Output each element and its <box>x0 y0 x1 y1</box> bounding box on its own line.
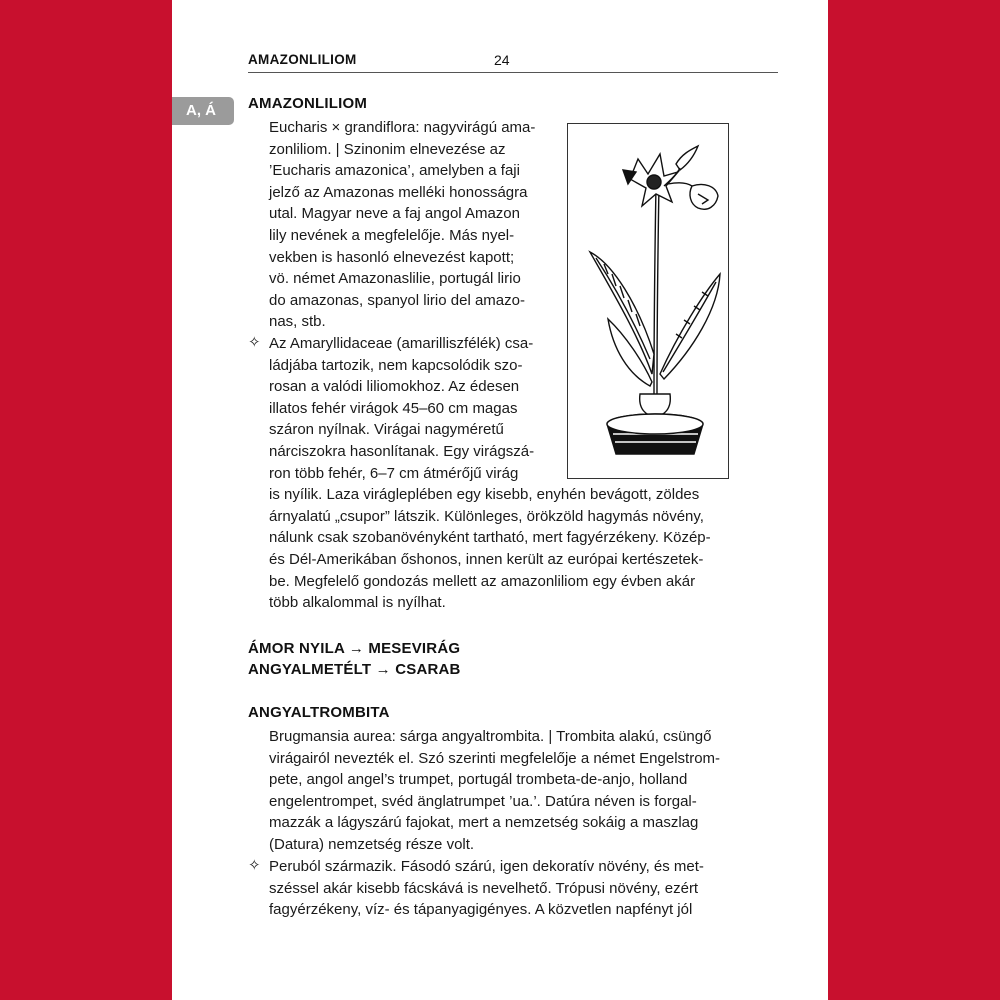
cross-ref-angyalmetelt[interactable] <box>248 661 461 678</box>
amazon-lily-illustration <box>567 123 729 479</box>
text-line: pete, angol angel’s trumpet, portugál trombeta-de-anjo, holland <box>269 771 688 789</box>
text-line: mazzák a lágyszárú fajokat, mert a nemzetség sokáig a maszlag <box>269 814 699 832</box>
text-line: lily nevének a megfelelője. Más nyel- <box>269 227 515 244</box>
cross-ref-term: ANGYALMETÉLT <box>248 661 372 678</box>
text-line: vekben is hasonló elnevezést kapott; <box>269 248 515 266</box>
text-line: illatos fehér virágok 45–60 cm magas <box>269 399 518 417</box>
text-line: (Datura) nemzetség része volt. <box>269 836 475 853</box>
text-line: Az Amaryllidaceae (amarilliszfélék) csa- <box>269 335 534 352</box>
running-head <box>248 50 778 73</box>
cross-ref-target: CSARAB <box>395 661 461 678</box>
text-line: Eucharis × grandiflora: nagyvirágú ama- <box>269 119 536 136</box>
cross-ref-amor-nyila[interactable] <box>248 640 460 657</box>
text-line: rosan a valódi liliomokhoz. Az édesen <box>269 378 520 396</box>
text-line: do amazonas, spanyol lirio del amazo- <box>269 291 525 309</box>
text-line: engelentrompet, svéd änglatrumpet ’ua.’. Datúra néven is forgal- <box>269 792 697 810</box>
book-page <box>172 0 828 1000</box>
text-line: nálunk csak szobanövényként tartható, mert fagyérzékeny. Közép- <box>269 529 711 547</box>
arrow-icon: → <box>348 640 365 657</box>
text-line: árnyalatú „csupor” látszik. Különleges, örökzöld hagymás növény, <box>269 507 704 525</box>
text-line: Peruból származik. Fásodó szárú, igen dekoratív növény, és met- <box>269 858 704 875</box>
entry-headword-angyaltrombita: ANGYALTROMBITA <box>248 704 390 721</box>
diamond-bullet-icon: ✧ <box>248 857 261 874</box>
thumb-index-tab[interactable]: A, Á <box>172 97 234 125</box>
running-head-title: AMAZONLILIOM <box>248 52 357 67</box>
text-line: utal. Magyar neve a faj angol Amazon <box>269 205 520 223</box>
text-line: ’Eucharis amazonica’, amelyben a faji <box>269 162 520 180</box>
cross-ref-target: MESEVIRÁG <box>368 640 461 657</box>
plant-drawing-icon <box>568 124 728 478</box>
text-line: nas, stb. <box>269 313 326 331</box>
arrow-icon: → <box>375 661 391 678</box>
cross-ref-term: ÁMOR NYILA <box>248 640 345 657</box>
text-line: jelző az Amazonas melléki honosságra <box>269 183 528 201</box>
text-line: széssel akár kisebb fácskává is nevelhető. Trópusi növény, ezért <box>269 879 699 897</box>
text-line: Brugmansia aurea: sárga angyaltrombita. | Trombita alakú, csüngő <box>269 728 712 745</box>
text-line: több alkalommal is nyílhat. <box>269 594 446 612</box>
text-line: is nyílik. Laza virágleplében egy kisebb, enyhén bevágott, zöldes <box>269 486 700 504</box>
page-number: 24 <box>494 52 510 68</box>
text-line: ron több fehér, 6–7 cm átmérőjű virág <box>269 464 519 482</box>
entry-headword-amazonliliom: AMAZONLILIOM <box>248 95 368 112</box>
text-line: ládjába tartozik, nem kapcsolódik szo- <box>269 356 523 374</box>
text-line: száron nyílnak. Virágai nagyméretű <box>269 421 504 439</box>
text-line: nárciszokra hasonlítanak. Egy virágszá- <box>269 443 535 460</box>
text-line: be. Megfelelő gondozás mellett az amazonliliom egy évben akár <box>269 572 696 590</box>
text-line: zonliliom. | Szinonim elnevezése az <box>269 140 506 158</box>
text-line: vö. német Amazonaslilie, portugál lirio <box>269 270 521 288</box>
text-line: és Dél-Amerikában őshonos, innen került az európai kertészetek- <box>269 551 704 568</box>
diamond-bullet-icon: ✧ <box>248 334 261 351</box>
text-line: fagyérzékeny, víz- és tápanyagigényes. A közvetlen napfényt jól <box>269 901 693 919</box>
text-line: virágairól nevezték el. Szó szerinti megfelelője a német Engelstrom- <box>269 749 721 767</box>
